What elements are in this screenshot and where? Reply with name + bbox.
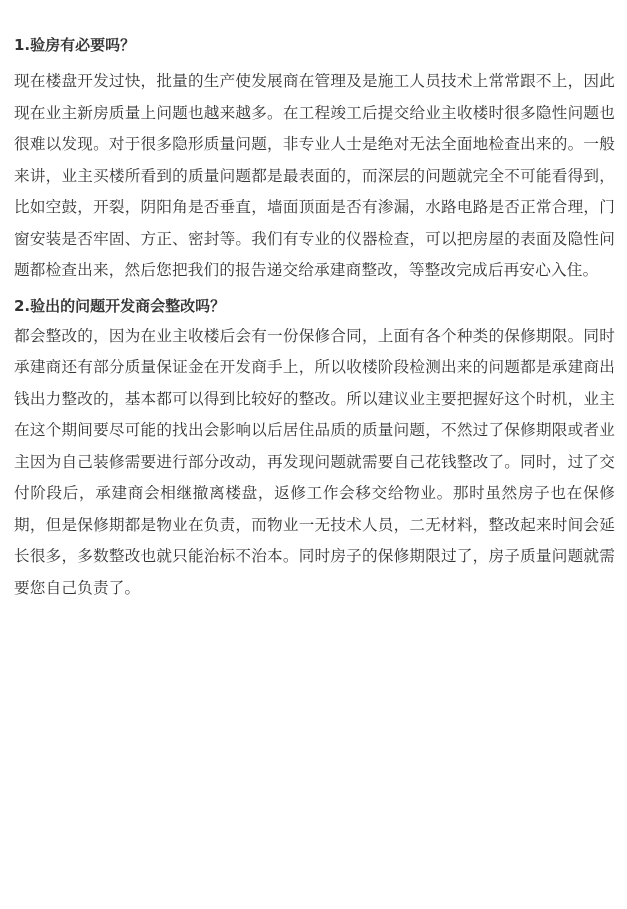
section-heading-1: 1.验房有必要吗？ [14, 36, 136, 54]
section-body-2: 都会整改的，因为在业主收楼后会有一份保修合同，上面有各个种类的保修期限。同时承建商还有部分质量保证金在开发商手上，所以收楼阶段检测出来的问题都是承建商出钱出力整改的，基本都可以得到比较好的整改。所以建议业主要把握好这个时机，业主在这个期间要尽可能的找出会影响以后居住品质的质量问题，不然过了保修期限或者业主因为自己装修需要进行部分改动，再发现问题就需要自己花钱整改了。同时，过了交付阶段后，承建商会相继撤离楼盘，返修工作会移交给物业。那时虽然房子也在保修期，但是保修期都是物业在负责，而物业一无技术人员，二无材料，整改起来时间会延长很多，多数整改也就只能治标不治本。同时房子的保修期限过了，房子质量问题就需要您自己负责了。 [14, 326, 615, 597]
section-heading-2: 2.验出的问题开发商会整改吗？ [14, 296, 226, 315]
section-body-1: 现在楼盘开发过快，批量的生产使发展商在管理及是施工人员技术上常常跟不上，因此现在业主新房质量上问题也越来越多。在工程竣工后提交给业主收楼时很多隐性问题也很难以发现。对于很多隐形质量问题，非专业人士是绝对无法全面地检查出来的。一般来讲，业主买楼所看到的质量问题都是最表面的，而深层的问题就完全不可能看得到，比如空鼓，开裂，阴阳角是否垂直，墙面顶面是否有渗漏，水路电路是否正常合理，门窗安装是否牢固、方正、密封等。我们有专业的仪器检查，可以把房屋的表面及隐性问题都检查出来，然后您把我们的报告递交给承建商整改，等整改完成后再安心入住。 [14, 72, 615, 279]
